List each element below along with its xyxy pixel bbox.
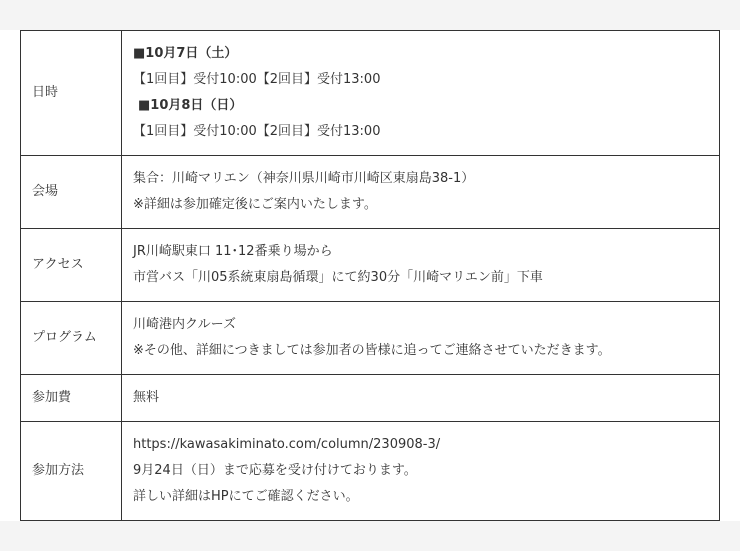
day2-heading: ■10月8日（日）: [138, 98, 243, 113]
program-cruise: 川崎港内クルーズ: [133, 317, 236, 332]
day1-times: 【1回目】受付10:00【2回目】受付13:00: [133, 72, 381, 87]
table-row-how-to-join: [21, 422, 720, 521]
program-label: プログラム: [21, 302, 122, 375]
table-row-access: [21, 229, 720, 302]
how-to-join-label: 参加方法: [21, 422, 122, 521]
day1-heading: ■10月7日（土）: [133, 46, 238, 61]
table-row-datetime: [21, 31, 720, 156]
fee-value: [122, 375, 720, 422]
datetime-label: 日時: [21, 31, 122, 156]
table-row-program: [21, 302, 720, 375]
datetime-value: [122, 31, 720, 156]
how-to-join-note: 詳しい詳細はHPにてご確認ください。: [133, 489, 359, 504]
fee-amount: 無料: [133, 390, 160, 405]
venue-note: ※詳細は参加確定後にご案内いたします。: [133, 197, 377, 212]
event-info-table: [20, 30, 720, 521]
access-value: [122, 229, 720, 302]
fee-label: 参加費: [21, 375, 122, 422]
venue-address: 集合：川崎マリエン（神奈川県川崎市川崎区東扇島38-1）: [133, 171, 475, 186]
access-label: アクセス: [21, 229, 122, 302]
program-note: ※その他、詳細につきましては参加者の皆様に追ってご連絡させていただきます。: [133, 343, 611, 358]
access-bus: 市営バス「川05系統東扇島循環」にて約30分「川崎マリエン前」下車: [133, 270, 543, 285]
table-row-fee: [21, 375, 720, 422]
venue-value: [122, 156, 720, 229]
day2-times: 【1回目】受付10:00【2回目】受付13:00: [133, 124, 381, 139]
table-row-venue: [21, 156, 720, 229]
how-to-join-url[interactable]: https://kawasakiminato.com/column/230908-3/: [133, 437, 441, 452]
access-station: JR川崎駅東口 11･12番乗り場から: [133, 244, 333, 259]
program-value: [122, 302, 720, 375]
how-to-join-deadline: 9月24日（日）まで応募を受け付けております。: [133, 463, 417, 478]
venue-label: 会場: [21, 156, 122, 229]
how-to-join-value: [122, 422, 720, 521]
